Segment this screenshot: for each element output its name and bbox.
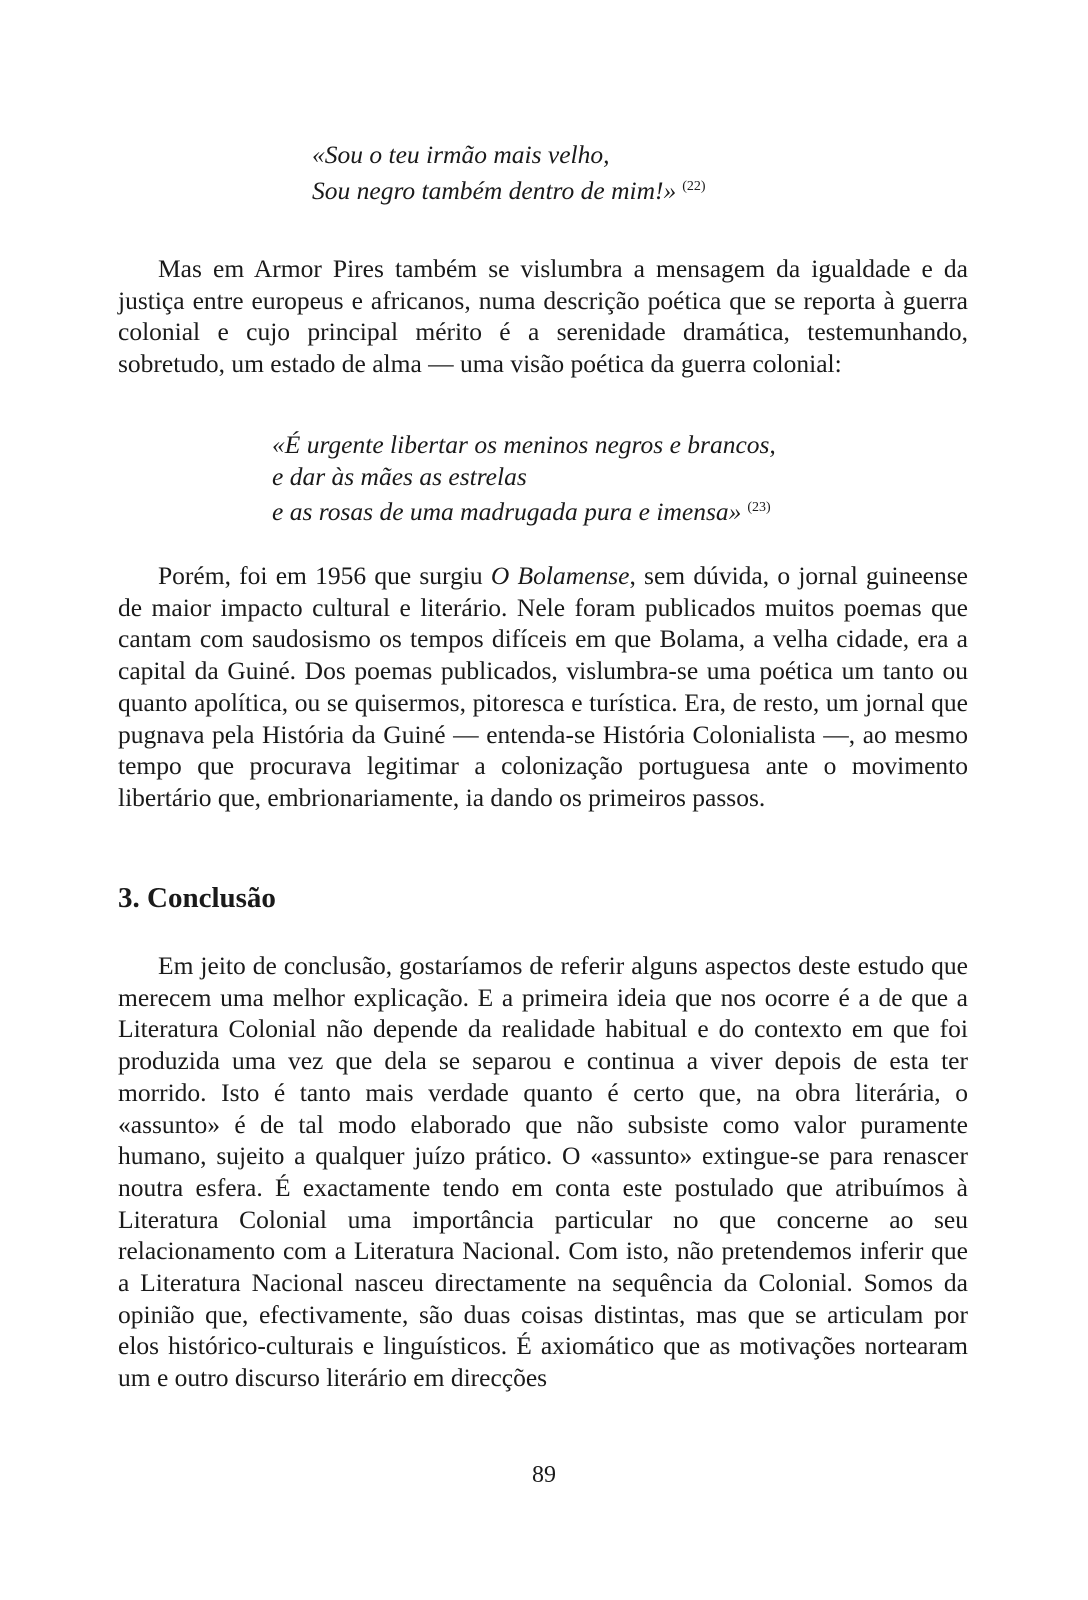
- poem-quote-23: [272, 429, 776, 528]
- poem-line-text: Sou negro também dentro de mim!»: [312, 175, 677, 205]
- poem-line: «Sou o teu irmão mais velho,: [312, 140, 610, 169]
- paragraph-bolamense: [118, 560, 968, 814]
- footnote-ref-22: (22): [682, 178, 706, 194]
- poem-line: e dar às mães as estrelas: [272, 461, 527, 491]
- poem-line: [272, 492, 776, 528]
- paragraph-text: , sem dúvida, o jornal guineense de maior impacto cultural e literário. Nele foram publicados muitos poemas que cantam com saudosismo os tempos difíceis em que Bolama, a velha cidade, era a capital da Guiné. Dos poemas publicados, vislumbra-se uma poética um tanto ou quanto apolítica, ou se quisermos, pitoresca e turística. Era, de resto, um jornal que pugnava pela História da Guiné — entenda-se História Colonialista —, ao mesmo tempo que procurava legitimar a colonização portuguesa ante o movimento libertário que, embrionariamente, ia dando os primeiros passos.: [118, 561, 968, 812]
- body-text-block-2: [118, 560, 968, 814]
- paragraph-conclusion: Em jeito de conclusão, gostaríamos de referir alguns aspectos deste estudo que merecem uma melhor explicação. E a primeira ideia que nos ocorre é a de que a Literatura Colonial não depende da realidade habitual e do contexto em que foi produzida uma vez que dela se separou e continua a viver depois de esta ter morrido. Isto é tanto mais verdade quanto é certo que, na obra literária, o «assunto» é de tal modo elaborado que não subsiste como valor puramente humano, sujeito a qualquer juízo prático. O «assunto» extingue-se para renascer noutra esfera. É exactamente tendo em conta este postulado que atribuímos à Literatura Colonial uma importância particular no que concerne ao seu relacionamento com a Literatura Nacional. Com isto, não pretendemos inferir que a Literatura Nacional nasceu directamente na sequência da Colonial. Somos da opinião que, efectivamente, são duas coisas distintas, mas que se articulam por elos histórico-culturais e linguísticos. É axiomático que as motivações nortearam um e outro discurso literário em direcções: [118, 951, 968, 1393]
- paragraph-armor-pires: Mas em Armor Pires também se vislumbra a mensagem da igualdade e da justiça entre europeus e africanos, numa descrição poética que se reporta à guerra colonial e cujo principal mérito é a serenidade dramática, testemunhando, sobretudo, um estado de alma — uma visão poética da guerra colonial:: [118, 254, 968, 379]
- poem-line-text: e as rosas de uma madrugada pura e imensa»: [272, 497, 742, 526]
- section-heading: 3. Conclusão: [118, 882, 276, 914]
- poem-line: [312, 171, 706, 207]
- body-text-block-1: [118, 253, 968, 380]
- paragraph-text: Porém, foi em 1956 que surgiu: [158, 561, 491, 590]
- body-text-block-3: [118, 950, 968, 1394]
- newspaper-title: O Bolamense: [490, 561, 630, 590]
- poem-quote-22: [312, 139, 706, 206]
- page-number: 89: [532, 1462, 556, 1488]
- footnote-ref-23: (23): [747, 500, 771, 515]
- poem-line: «É urgente libertar os meninos negros e brancos,: [272, 430, 776, 459]
